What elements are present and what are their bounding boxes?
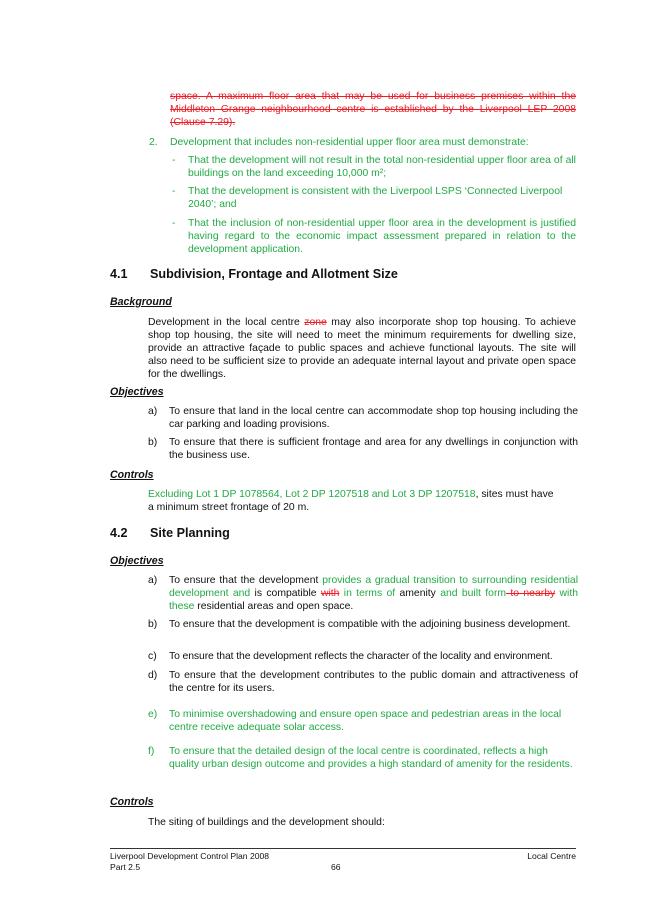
section-title: Site Planning [150, 526, 230, 540]
text-run: residential areas and open space. [194, 601, 354, 612]
controls-paragraph [148, 488, 558, 514]
inserted-text: provides a gradual transition to surrounding residential development and [169, 575, 578, 599]
subheading-controls: Controls [110, 469, 154, 481]
footer-rule [110, 848, 576, 849]
text-run: is compatible [250, 588, 321, 599]
controls-text: The siting of buildings and the development should: [148, 817, 385, 828]
section-number: 4.1 [110, 267, 128, 281]
section-number: 4.2 [110, 526, 128, 540]
background-text-2: may also incorporate shop top housing. To achieve shop top housing, the site will need to meet the minimum requirements for dwelling size, provide an attractive façade to public spaces and achieve functional layouts. The site will also need to be sufficient size to provide an adequate internal layout and private open space for the dwellings. [148, 317, 576, 380]
background-text-1: Development in the local centre [148, 317, 305, 328]
list-marker: a) [148, 575, 158, 586]
list-marker: b) [148, 619, 158, 630]
objective-item: To ensure that there is sufficient frontage and area for any dwellings in conjunction with the business use. [169, 437, 578, 461]
objective-item: To ensure that the development contributes to the public domain and attractiveness of the centre for its users. [169, 670, 578, 694]
subheading-objectives: Objectives [110, 386, 164, 398]
inserted-text: in terms of [339, 588, 396, 599]
list-marker: e) [148, 709, 158, 720]
objective-item-a [169, 574, 578, 613]
list-marker: a) [148, 406, 158, 417]
section-heading-4-1 [110, 267, 580, 283]
bullet-item: That the development will not result in the total non-residential upper floor area of all buildings on the land exceeding 10,000 m²; [188, 155, 576, 179]
list-marker: d) [148, 670, 158, 681]
section-title: Subdivision, Frontage and Allotment Size [150, 267, 398, 281]
list-item-2: Development that includes non-residential upper floor area must demonstrate: [170, 137, 529, 148]
objective-item: To ensure that land in the local centre can accommodate shop top housing including the car parking and loading provisions. [169, 406, 578, 430]
background-paragraph [148, 316, 576, 381]
footer-part: Part 2.5 [110, 862, 141, 872]
deleted-word: zone [304, 317, 327, 328]
inserted-text: and built form [435, 588, 507, 599]
bullet-marker: - [172, 218, 176, 229]
deleted-text: to nearby [506, 588, 556, 599]
list-marker: c) [148, 651, 157, 662]
text-run: amenity [395, 588, 436, 599]
objective-item: To ensure that the development reflects the character of the locality and environment. [169, 651, 553, 662]
bullet-marker: - [172, 186, 176, 197]
objective-item: To ensure that the development is compatible with the adjoining business development. [169, 619, 571, 630]
deleted-paragraph: space. A maximum floor area that may be used for business premises within the Middleton Grange neighbourhood centre is established by the Liverpool LEP 2008 (Clause 7.29). [170, 91, 576, 128]
list-marker: 2. [149, 137, 158, 148]
subheading-objectives: Objectives [110, 555, 164, 567]
inserted-objective-item: To minimise overshadowing and ensure open space and pedestrian areas in the local centre receive adequate solar access. [169, 709, 562, 733]
footer-chapter: Local Centre [527, 851, 576, 861]
section-heading-4-2 [110, 526, 580, 542]
text-run: To ensure that the development [169, 575, 323, 586]
subheading-background: Background [110, 296, 172, 308]
inserted-text: with these [169, 588, 578, 612]
controls-text: , sites must have a minimum street frontage of 20 m. [148, 489, 554, 513]
bullet-item: That the inclusion of non-residential upper floor area in the development is justified having regard to the economic impact assessment prepared in relation to the development application. [188, 218, 576, 255]
page-number: 66 [331, 862, 341, 872]
list-marker: b) [148, 437, 158, 448]
inserted-objective-item: To ensure that the detailed design of the local centre is coordinated, reflects a high quality urban design outcome and provides a high standard of amenity for the residents. [169, 746, 573, 770]
inserted-text: Excluding Lot 1 DP 1078564, Lot 2 DP 1207518 and Lot 3 DP 1207518 [148, 489, 476, 500]
bullet-item: That the development is consistent with the Liverpool LSPS ‘Connected Liverpool 2040’; and [188, 186, 563, 210]
subheading-controls: Controls [110, 796, 154, 808]
list-marker: f) [148, 746, 155, 757]
bullet-marker: - [172, 155, 176, 166]
deleted-text: with [320, 588, 340, 599]
footer-title: Liverpool Development Control Plan 2008 [110, 851, 270, 861]
